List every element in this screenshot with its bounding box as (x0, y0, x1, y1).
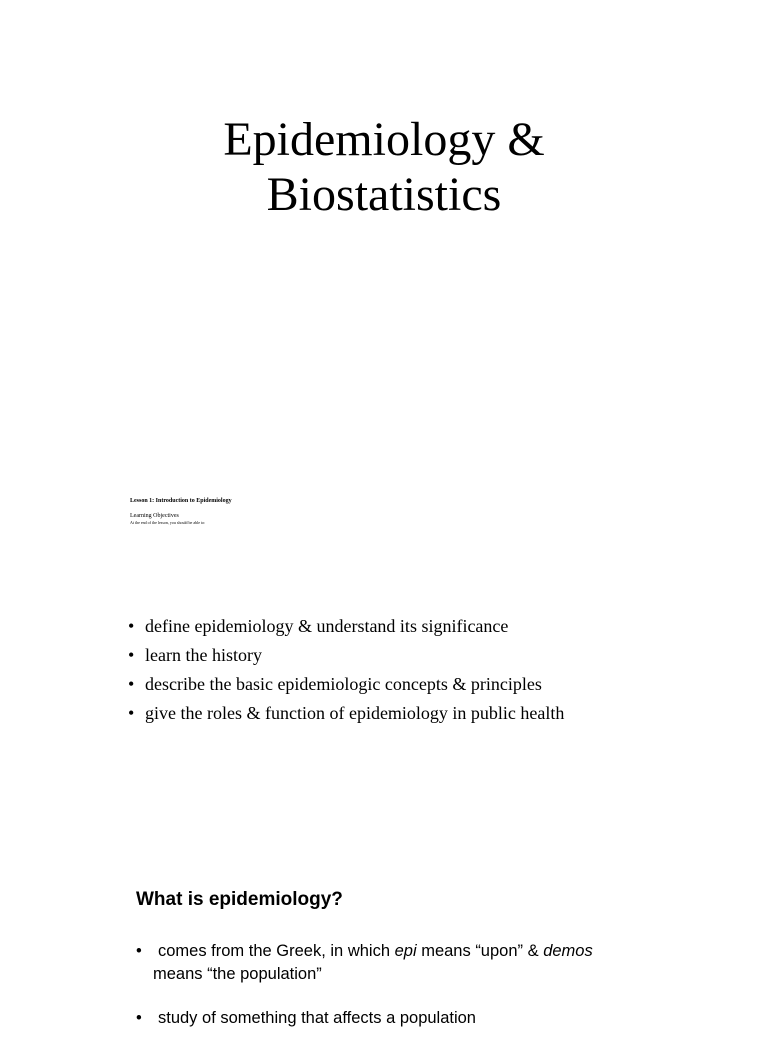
definition-list (136, 940, 606, 1051)
objectives-list (128, 612, 564, 728)
list-item (128, 612, 564, 641)
list-item (136, 940, 606, 986)
title-line-2: Biostatistics (266, 168, 502, 221)
definition-text-part: means “upon” & (416, 942, 544, 960)
bullet-icon: • (136, 942, 142, 960)
list-item (128, 670, 564, 699)
bullet-icon: • (128, 674, 135, 694)
bullet-icon: • (128, 616, 135, 636)
learning-objectives-intro: At the end of the lesson, you should be able to: (130, 520, 206, 525)
learning-objectives-label: Learning Objectives (130, 513, 179, 519)
term-demos: demos (543, 942, 593, 960)
bullet-icon: • (128, 645, 135, 665)
objective-text: learn the history (145, 645, 262, 665)
definition-text-part: comes from the Greek, in which (158, 942, 395, 960)
list-item (136, 1007, 606, 1030)
definition-text-part: means “the population” (153, 965, 322, 983)
document-title (0, 112, 768, 222)
lesson-heading: Lesson 1: Introduction to Epidemiology (130, 498, 232, 504)
list-item (128, 699, 564, 728)
title-line-1: Epidemiology & (223, 113, 545, 166)
objective-text: give the roles & function of epidemiology in public health (145, 703, 565, 723)
term-epi: epi (394, 942, 417, 960)
objective-text: define epidemiology & understand its significance (145, 616, 509, 636)
bullet-icon: • (136, 1009, 142, 1027)
list-item (128, 641, 564, 670)
definition-text: study of something that affects a population (158, 1009, 476, 1027)
objective-text: describe the basic epidemiologic concepts & principles (145, 674, 542, 694)
bullet-icon: • (128, 703, 135, 723)
section-heading: What is epidemiology? (136, 889, 343, 910)
